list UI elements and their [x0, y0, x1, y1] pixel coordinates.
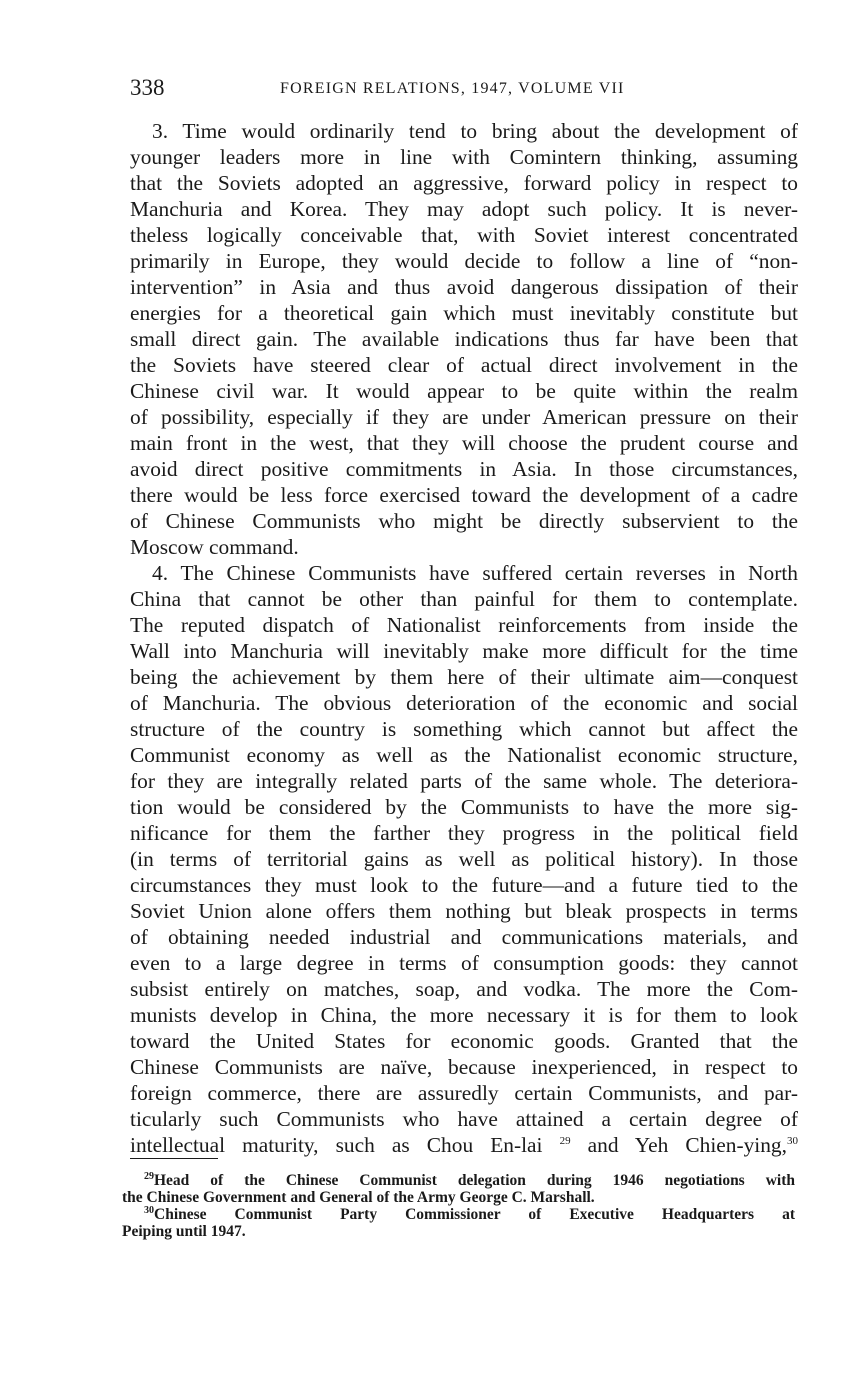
- paragraph-4-line-with-footnote-refs: [130, 1132, 798, 1158]
- paragraph-4-line: of obtaining needed industrial and communications materials, and: [130, 925, 798, 949]
- paragraph-4-line: China that cannot be other than painful for them to contemplate.: [130, 587, 798, 611]
- paragraph-3-line: energies for a theoretical gain which must inevitably constitute but: [130, 301, 798, 325]
- paragraph-4-line: munists develop in China, the more necessary it is for them to look: [130, 1003, 798, 1027]
- page-number: 338: [130, 75, 165, 100]
- paragraph-4-line: tion would be considered by the Communists to have the more sig-: [130, 795, 798, 819]
- footnote-29-line: [122, 1172, 795, 1189]
- paragraph-3-line: the Soviets have steered clear of actual direct involvement in the: [130, 353, 798, 377]
- paragraph-4-line: ticularly such Communists who have attained a certain degree of: [130, 1107, 798, 1131]
- running-head: FOREIGN RELATIONS, 1947, VOLUME VII: [280, 80, 625, 97]
- paragraph-4-line: nificance for them the farther they progress in the political field: [130, 821, 798, 845]
- body-text: [130, 118, 798, 1158]
- paragraph-3-line: Manchuria and Korea. They may adopt such policy. It is never-: [130, 197, 798, 221]
- footnote-ref-29: 29: [559, 1134, 571, 1147]
- paragraph-3-line: small direct gain. The available indications thus far have been that: [130, 327, 798, 351]
- paragraph-4-line: for they are integrally related parts of the same whole. The deteriora-: [130, 769, 798, 793]
- footnote-marker-30: 30: [144, 1204, 154, 1216]
- paragraph-4-line: Soviet Union alone offers them nothing but bleak prospects in terms: [130, 899, 798, 923]
- paragraph-3-line: avoid direct positive commitments in Asia. In those circumstances,: [130, 457, 798, 481]
- line-segment: intellectual maturity, such as Chou En-lai: [130, 1133, 543, 1157]
- paragraph-4-line: (in terms of territorial gains as well as political history). In those: [130, 847, 798, 871]
- footnote-marker-29: 29: [144, 1170, 154, 1182]
- paragraph-4-line: Communist economy as well as the Nationalist economic structure,: [130, 743, 798, 767]
- paragraph-3-line: younger leaders more in line with Comintern thinking, assuming: [130, 145, 798, 169]
- paragraph-4-line: The reputed dispatch of Nationalist reinforcements from inside the: [130, 613, 798, 637]
- paragraph-4-line: of Manchuria. The obvious deterioration of the economic and social: [130, 691, 798, 715]
- paragraph-3-line: of Chinese Communists who might be directly subservient to the: [130, 509, 798, 533]
- paragraph-3-line: Chinese civil war. It would appear to be quite within the realm: [130, 379, 798, 403]
- paragraph-3-line: main front in the west, that they will choose the prudent course and: [130, 431, 798, 455]
- footnote-ref-30: 30: [786, 1134, 798, 1147]
- page-header: [130, 72, 798, 104]
- footnote-30-text: Chinese Communist Party Commissioner of Executive Headquarters at: [154, 1206, 795, 1223]
- paragraph-4-line: circumstances they must look to the future—and a future tied to the: [130, 873, 798, 897]
- paragraph-3-line: primarily in Europe, they would decide to follow a line of “non-: [130, 249, 798, 273]
- footnote-29-line: the Chinese Government and General of the Army George C. Marshall.: [122, 1189, 595, 1206]
- paragraph-4-line: 4. The Chinese Communists have suffered certain reverses in North: [152, 561, 798, 585]
- footnote-30-line: [122, 1206, 795, 1223]
- footnotes: [122, 1172, 795, 1240]
- footnote-divider: [130, 1158, 218, 1159]
- paragraph-4-line: Wall into Manchuria will inevitably make more difficult for the time: [130, 639, 798, 663]
- paragraph-3-line: 3. Time would ordinarily tend to bring about the development of: [152, 119, 798, 143]
- paragraph-4-line: being the achievement by them here of their ultimate aim—conquest: [130, 665, 798, 689]
- footnote-30-line: Peiping until 1947.: [122, 1223, 246, 1240]
- paragraph-3-line: that the Soviets adopted an aggressive, forward policy in respect to: [130, 171, 798, 195]
- paragraph-4-line: even to a large degree in terms of consumption goods: they cannot: [130, 951, 798, 975]
- paragraph-3-line: of possibility, especially if they are under American pressure on their: [130, 405, 798, 429]
- paragraph-3-line: there would be less force exercised toward the development of a cadre: [130, 483, 798, 507]
- paragraph-4-line: structure of the country is something which cannot but affect the: [130, 717, 798, 741]
- paragraph-3-line: Moscow command.: [130, 535, 299, 559]
- paragraph-3-line: theless logically conceivable that, with Soviet interest concentrated: [130, 223, 798, 247]
- paragraph-4-line: Chinese Communists are naïve, because inexperienced, in respect to: [130, 1055, 798, 1079]
- footnote-29-text: Head of the Chinese Communist delegation during 1946 negotiations with: [154, 1172, 795, 1189]
- paragraph-4-line: subsist entirely on matches, soap, and vodka. The more the Com-: [130, 977, 798, 1001]
- line-segment: and Yeh Chien-ying,: [587, 1133, 787, 1157]
- paragraph-4-line: foreign commerce, there are assuredly certain Communists, and par-: [130, 1081, 798, 1105]
- paragraph-4-line: toward the United States for economic goods. Granted that the: [130, 1029, 798, 1053]
- paragraph-3-line: intervention” in Asia and thus avoid dangerous dissipation of their: [130, 275, 798, 299]
